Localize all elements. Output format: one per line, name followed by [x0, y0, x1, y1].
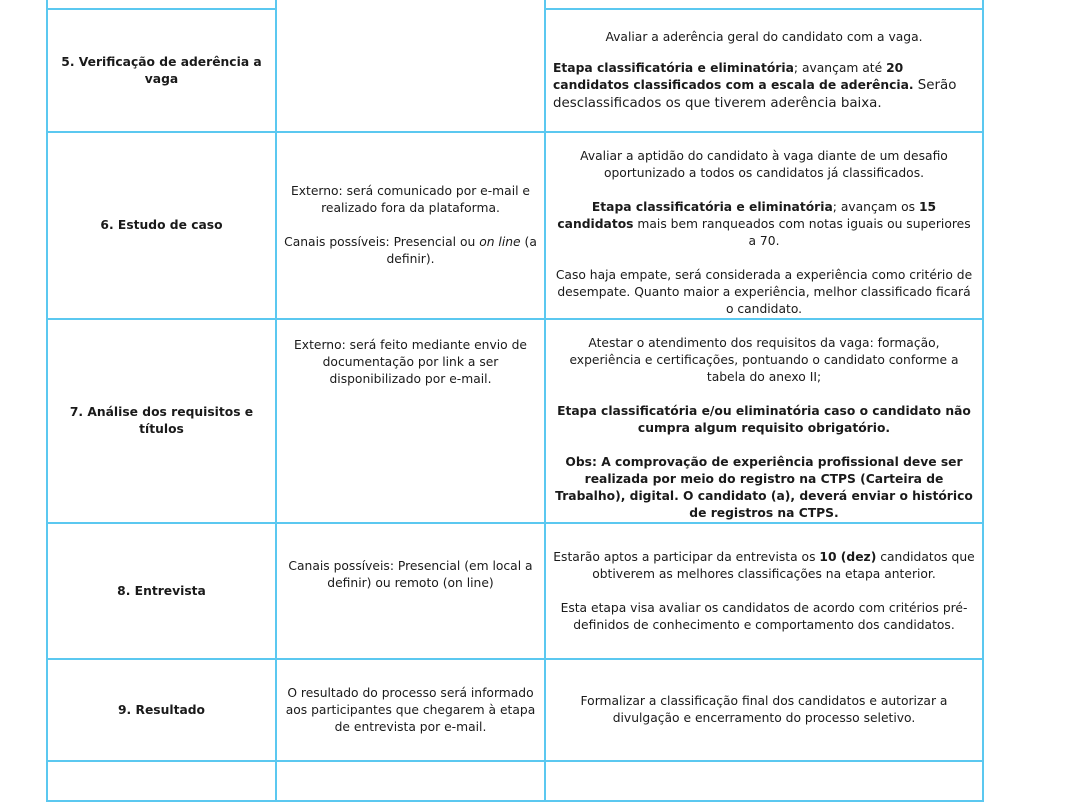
channel-cell [276, 132, 545, 319]
stage-name: 9. Resultado [117, 702, 206, 717]
channel-cell [276, 319, 545, 523]
channel-cell [276, 0, 545, 132]
channel-text: Externo: será feito mediante envio de documentação por link a ser disponibilizado por e-mail. [294, 338, 527, 386]
description-cell [545, 659, 983, 761]
description-cell [545, 9, 983, 132]
stage-cell [47, 0, 276, 9]
stage-cell [47, 319, 276, 523]
description-text: Obs: A comprovação de experiência profissional deve ser realizada por meio do registro na CTPS (Carteira de Trabalho), digital. O candidato (a), deverá enviar o histórico de registros na CTPS. [555, 455, 973, 520]
description-text: Etapa classificatória e/ou eliminatória caso o candidato não cumpra algum requisito obrigatório. [557, 404, 971, 435]
table-row [47, 132, 983, 319]
stage-name: 5. Verificação de aderência a vaga [61, 54, 262, 86]
description-text: Caso haja empate, será considerada a experiência como critério de desempate. Quanto maior a experiência, melhor classificado ficará o candidato. [555, 268, 973, 316]
table-row [47, 523, 983, 659]
channel-cell [276, 761, 545, 801]
description-cell [545, 523, 983, 659]
description-text: Esta etapa visa avaliar os candidatos de acordo com critérios pré-definidos de conhecimento e comportamento dos candidatos. [560, 600, 968, 632]
table-row [47, 319, 983, 523]
stage-name: 7. Análise dos requisitos e títulos [69, 405, 254, 436]
description-text: Etapa classificatória e eliminatória; avançam os 15 candidatos mais bem ranqueados com notas iguais ou superiores a 70. [557, 200, 971, 248]
channel-text: Canais possíveis: Presencial (em local a definir) ou remoto (on line) [288, 559, 533, 590]
table-row [47, 659, 983, 761]
stage-cell [47, 132, 276, 319]
stage-cell [47, 659, 276, 761]
description-cell [545, 132, 983, 319]
description-cell [545, 0, 983, 9]
stage-name: 8. Entrevista [117, 583, 206, 598]
table-row-next [47, 761, 983, 801]
channel-text: Canais possíveis: Presencial ou on line (a definir). [284, 235, 537, 266]
stage-cell [47, 523, 276, 659]
channel-text: Externo: será comunicado por e-mail e realizado fora da plataforma. [290, 184, 531, 215]
stage-name: 6. Estudo de caso [100, 218, 223, 232]
description-text: Formalizar a classificação final dos candidatos e autorizar a divulgação e encerramento do processo seletivo. [580, 694, 948, 725]
channel-cell [276, 659, 545, 761]
description-text: Avaliar a aderência geral do candidato com a vaga. [605, 29, 923, 44]
selection-stages-table [46, 0, 984, 802]
description-text: Etapa classificatória e eliminatória; avançam até 20 candidatos classificados com a escala de aderência. Serão desclassificados os que tiverem aderência baixa. [553, 60, 957, 111]
stage-cell [47, 761, 276, 801]
table-row-prev [47, 0, 983, 9]
description-cell [545, 761, 983, 801]
channel-cell [276, 523, 545, 659]
description-text: Atestar o atendimento dos requisitos da vaga: formação, experiência e certificações, pontuando o candidato conforme a tabela do anexo II; [569, 336, 959, 384]
channel-text: O resultado do processo será informado aos participantes que chegarem à etapa de entrevista por e-mail. [285, 685, 536, 734]
stage-cell [47, 9, 276, 132]
description-text: Avaliar a aptidão do candidato à vaga diante de um desafio oportunizado a todos os candidatos já classificados. [580, 149, 948, 180]
description-text: Estarão aptos a participar da entrevista os 10 (dez) candidatos que obtiverem as melhores classificações na etapa anterior. [553, 549, 975, 581]
description-cell [545, 319, 983, 523]
